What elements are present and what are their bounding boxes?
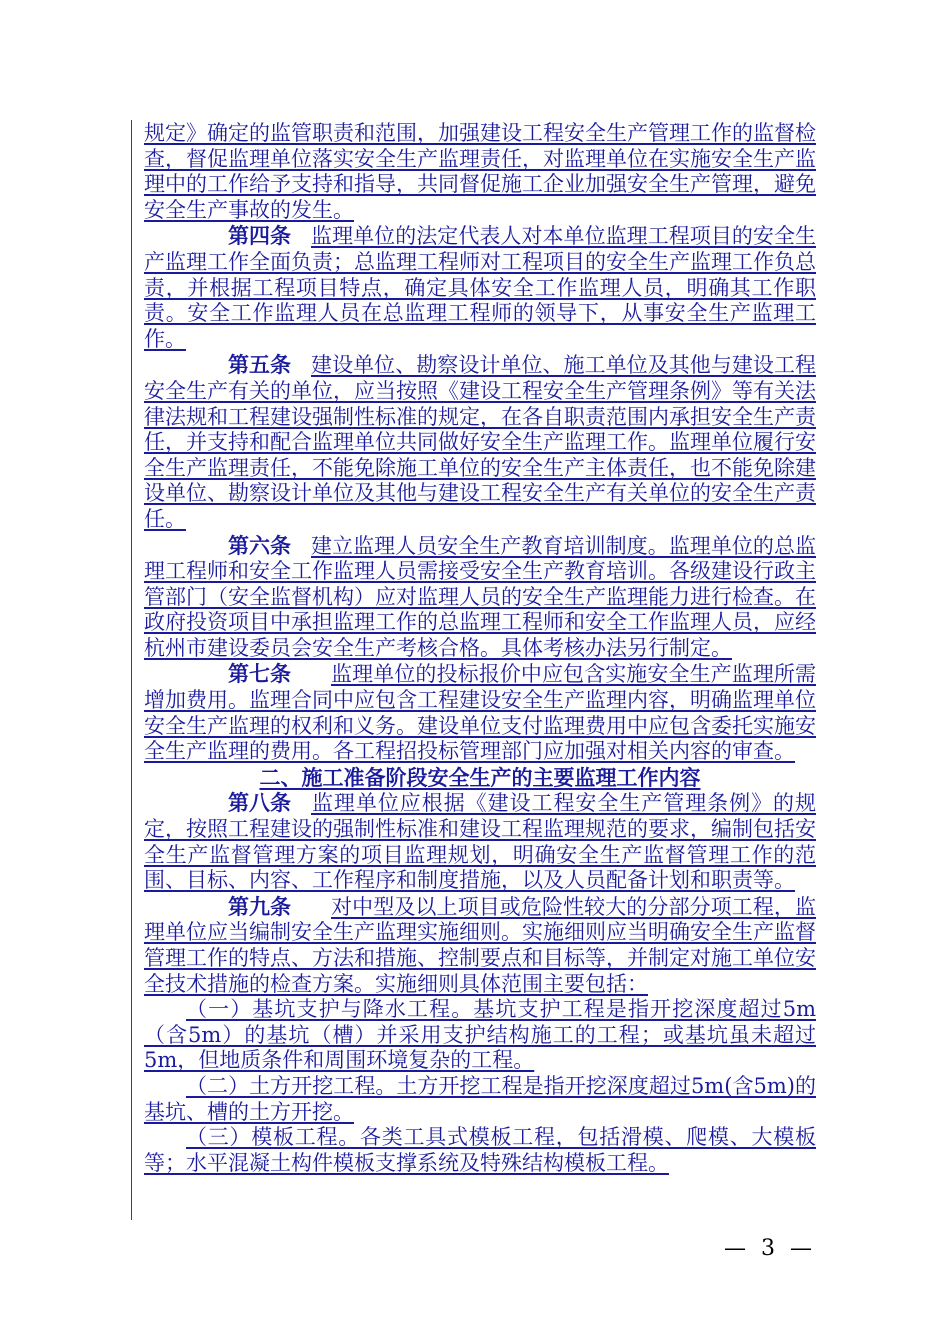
article-number: 第六条	[228, 532, 291, 558]
article-6	[144, 533, 816, 662]
paragraph-text: 规定》确定的监管职责和范围，加强建设工程安全生产管理工作的监督检查，督促监理单位落实安全生产监理责任，对监理单位在实施安全生产监理中的工作给予支持和指导，共同督促施工企业加强安全生产管理，避免安全生产事故的发生。	[144, 121, 816, 222]
article-9	[144, 894, 816, 997]
article-text: 建设单位、勘察设计单位、施工单位及其他与建设工程安全生产有关的单位，应当按照《建设工程安全生产管理条例》等有关法律法规和工程建设强制性标准的规定，在各自职责范围内承担安全生产责任，并支持和配合监理单位共同做好安全生产监理工作。监理单位履行安全生产监理责任，不能免除施工单位的安全生产主体责任，也不能免除建设单位、勘察设计单位及其他与建设工程安全生产有关单位的安全生产责任。	[144, 353, 816, 531]
list-item-text: （三）模板工程。各类工具式模板工程，包括滑模、爬模、大模板等；水平混凝土构件模板支撑系统及特殊结构模板工程。	[144, 1125, 816, 1175]
article-text: 对中型及以上项目或危险性较大的分部分项工程，监理单位应当编制安全生产监理实施细则。实施细则应当明确安全生产监督管理工作的特点、方法和措施、控制要点和目标等，并制定对施工单位安全技术措施的检查方案。实施细则具体范围主要包括：	[144, 894, 816, 996]
section-heading	[144, 765, 816, 791]
paragraph-continuation	[144, 121, 816, 223]
article-text: 建立监理人员安全生产教育培训制度。监理单位的总监理工程师和安全工作监理人员需接受安全生产教育培训。各级建设行政主管部门（安全监督机构）应对监理人员的安全生产监理能力进行检查。在政府投资项目中承担监理工作的总监理工程师和安全工作监理人员，应经杭州市建设委员会安全生产考核合格。具体考核办法另行制定。	[144, 533, 816, 660]
article-4	[144, 223, 816, 352]
article-number: 第九条	[228, 893, 291, 919]
article-number: 第八条	[228, 790, 291, 816]
revision-bar	[131, 120, 132, 1220]
article-text: 监理单位的法定代表人对本单位监理工程项目的安全生产监理工作全面负责；总监理工程师对工程项目的安全生产监理工作负总责，并根据工程项目特点，确定具体安全工作监理人员，明确其工作职责。安全工作监理人员在总监理工程师的领导下，从事安全生产监理工作。	[144, 224, 816, 351]
article-text: 监理单位应根据《建设工程安全生产管理条例》的规定，按照工程建设的强制性标准和建设工程监理规范的要求，编制包括安全生产监督管理方案的项目监理规划，明确安全生产监督管理工作的范围、目标、内容、工作程序和制度措施，以及人员配备计划和职责等。	[144, 791, 816, 893]
article-5	[144, 352, 816, 532]
list-item-text: （二）土方开挖工程。土方开挖工程是指开挖深度超过5m(含5m)的基坑、槽的土方开挖。	[144, 1073, 816, 1124]
article-7	[144, 661, 816, 764]
article-number: 第五条	[228, 352, 291, 378]
list-item-text: （一）基坑支护与降水工程。基坑支护工程是指开挖深度超过5m（含5m）的基坑（槽）并采用支护结构施工的工程；或基坑虽未超过5m，但地质条件和周围环境复杂的工程。	[144, 997, 816, 1073]
list-item	[144, 997, 816, 1074]
section-heading-text: 二、施工准备阶段安全生产的主要监理工作内容	[259, 764, 701, 790]
page-number: — 3 —	[724, 1236, 816, 1261]
article-number: 第四条	[228, 223, 291, 249]
article-text: 监理单位的投标报价中应包含实施安全生产监理所需增加费用。监理合同中应包含工程建设安全生产监理内容，明确监理单位安全生产监理的权利和义务。建设单位支付监理费用中应包含委托实施安全生产监理的费用。各工程招投标管理部门应加强对相关内容的审查。	[144, 662, 816, 764]
list-item	[144, 1125, 816, 1176]
article-8	[144, 790, 816, 893]
document-body	[144, 121, 816, 1176]
list-item	[144, 1074, 816, 1125]
article-number: 第七条	[228, 661, 291, 687]
